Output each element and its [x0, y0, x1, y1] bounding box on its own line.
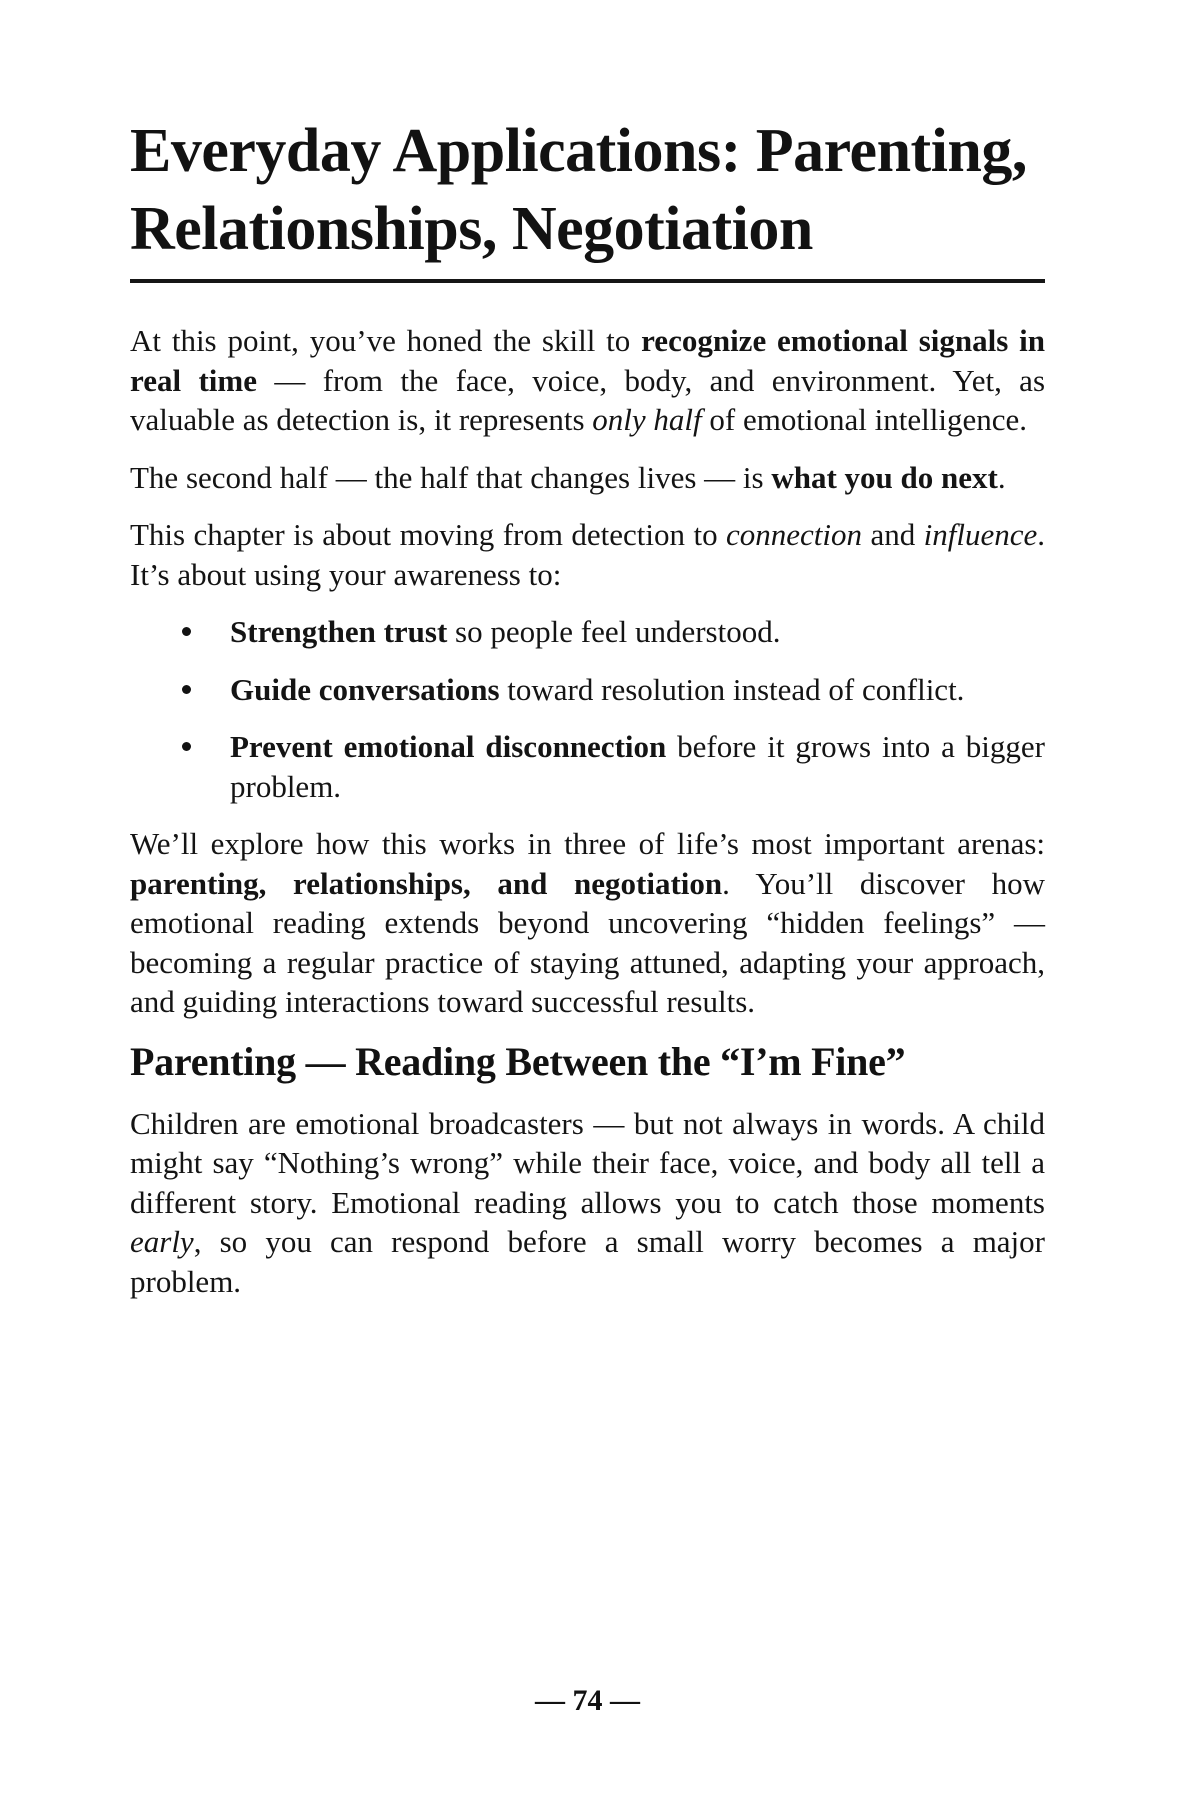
text-run: This chapter is about moving from detection to — [130, 517, 726, 552]
text-run: Guide conversations — [230, 671, 500, 707]
text-run: and — [862, 517, 924, 552]
text-run: connection — [726, 517, 863, 552]
paragraph — [130, 1104, 1045, 1302]
bullet-text — [230, 672, 964, 707]
section-heading: Parenting — Reading Between the “I’m Fine” — [130, 1038, 906, 1084]
text-run: recognize emotional signals in real time — [130, 323, 1045, 398]
bullet-item — [130, 612, 1045, 652]
text-run: — from the face, voice, body, and environment. Yet, as valuable as detection is, it represents — [130, 362, 1046, 437]
text-run: toward resolution instead of conflict. — [499, 671, 965, 707]
paragraph — [130, 824, 1045, 1022]
bullet-text — [230, 729, 1045, 804]
paragraph — [130, 515, 1045, 594]
text-run: what you do next — [771, 459, 998, 495]
bullet-icon — [182, 627, 191, 636]
text-run: before it grows into a bigger problem. — [230, 729, 1045, 804]
text-run: so people feel understood. — [447, 614, 781, 649]
text-run: . — [997, 459, 1006, 495]
chapter-title: Everyday Applications: Parenting, Relationships, Negotiation — [130, 112, 1045, 283]
text-run: parenting, relationships, and negotiation — [130, 865, 723, 901]
text-run: influence — [923, 517, 1038, 552]
bullet-icon — [182, 742, 191, 751]
paragraph — [130, 458, 1045, 498]
section-paragraphs — [130, 1104, 1045, 1302]
text-run: At this point, you’ve honed the skill to — [130, 323, 642, 358]
text-run: of emotional intelligence. — [701, 402, 1028, 437]
after-bullets-paragraphs — [130, 824, 1045, 1022]
bullet-item — [130, 670, 1045, 710]
text-run: The second half — the half that changes lives — is — [130, 459, 772, 495]
text-run: Prevent emotional disconnection — [230, 729, 667, 764]
bullet-icon — [182, 685, 191, 694]
bullet-item — [130, 727, 1045, 806]
text-run: , so you can respond before a small worry becomes a major problem. — [130, 1224, 1045, 1299]
bullet-text — [230, 614, 780, 649]
intro-paragraphs — [130, 321, 1045, 594]
text-run: . It’s about using your awareness to: — [130, 517, 1045, 592]
bullet-list — [130, 612, 1045, 806]
text-run: . You’ll discover how emotional reading extends beyond uncovering “hidden feelings” — becoming a regular practice of staying attuned, adapting your approach, and guiding interactions toward successful results. — [130, 865, 1045, 1019]
paragraph — [130, 321, 1045, 440]
page-number: — 74 — — [535, 1684, 640, 1717]
text-run: early — [130, 1224, 194, 1259]
text-run: Children are emotional broadcasters — but not always in words. A child might say “Nothing’s wrong” while their face, voice, and body all tell a different story. Emotional reading allows you to catch those moments — [130, 1105, 1045, 1220]
text-run: We’ll explore how this works in three of life’s most important arenas: — [130, 826, 1045, 861]
text-run: Strengthen trust — [230, 614, 448, 649]
text-run: only half — [592, 402, 702, 437]
